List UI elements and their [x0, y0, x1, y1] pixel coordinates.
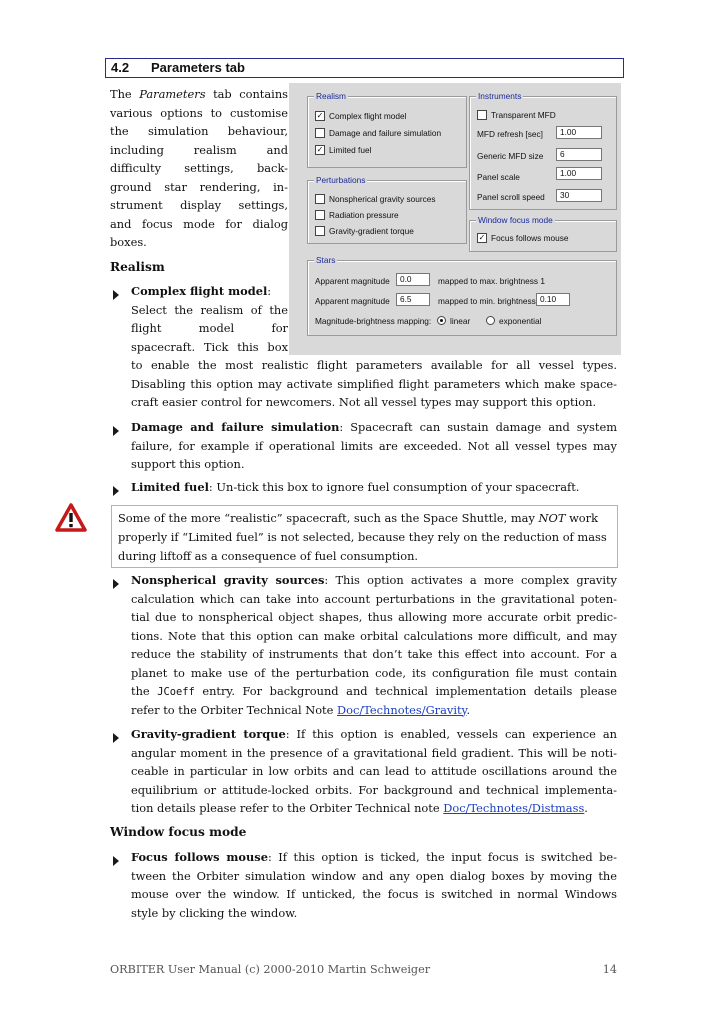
paragraph-line: Select the realism of the: [131, 302, 288, 317]
mapping-label: Magnitude-brightness mapping:: [315, 316, 432, 326]
nonspherical-gravity-label: Nonspherical gravity sources: [329, 194, 436, 204]
intro-line: various options to customise: [110, 105, 288, 120]
paragraph-line: failure, for example if operational limits are exceeded. Not all vessel types may: [131, 438, 617, 453]
perturbations-group-title: Perturbations: [316, 175, 366, 185]
distmass-technote-link[interactable]: Doc/Technotes/Distmass: [443, 801, 585, 815]
bullet-arrow-icon: [113, 486, 119, 496]
gravity-gradient-paragraph: Gravity-gradient torque: If this option is enabled, vessels can experience an angular moment in the presence of a gravitational field gradient. This will be noti- ceable in particular in low orbits and can lead to attitude oscillations around the equilibrium or attitude-locked orbits. For background and technical implementa- tion details please refer to the Orbiter Technical note Doc/Technotes/Distmass.: [131, 727, 617, 815]
bullet-arrow-icon: [113, 290, 119, 300]
damage-term: Damage and failure simulation: [131, 420, 340, 434]
instruments-group-title: Instruments: [478, 91, 522, 101]
footer-title: ORBITER User Manual (c) 2000-2010 Martin Schweiger: [110, 963, 431, 976]
gravity-gradient-term: Gravity-gradient torque: [131, 727, 286, 741]
intro-line: and focus mode for dialog: [110, 216, 288, 231]
nonspherical-paragraph: Nonspherical gravity sources: This option activates a more complex gravity calculation which can take into account perturbations in the gravitational poten- tial due to nonspherical object shapes, thus allowing more accurate orbit predic- tions. Note that this option can make orbital calculations more difficult, and may reduce the stability of instruments that don’t take this effect into account. For a planet to make use of the perturbation code, its configuration file must contain the JCoeff entry. For background and technical implementation details please refer to the Orbiter Technical Note Doc/Technotes/Gravity.: [131, 573, 617, 717]
paragraph-line: tial due to nonspherical object shapes, thus allowing more accurate orbit predic-: [131, 610, 617, 624]
mfd-refresh-label: MFD refresh [sec]: [477, 129, 543, 139]
gravity-technote-link[interactable]: Doc/Technotes/Gravity: [337, 702, 467, 717]
paragraph-line: style by clicking the window.: [131, 905, 298, 920]
realism-group: [307, 91, 467, 168]
focus-heading: Window focus mode: [110, 825, 247, 839]
complex-flight-model-term: Complex flight model: [131, 284, 268, 298]
stars-group-title: Stars: [316, 255, 336, 265]
panel-scale-input[interactable]: 1.00: [556, 167, 602, 180]
page-number: 14: [602, 963, 617, 976]
warning-icon: [55, 503, 87, 533]
apparent-magnitude-max-input[interactable]: 0.0: [396, 273, 430, 286]
transparent-mfd-checkbox[interactable]: [477, 110, 487, 120]
intro-line: strument display settings,: [110, 198, 288, 212]
generic-mfd-size-input[interactable]: 6: [556, 148, 602, 161]
panel-scroll-speed-label: Panel scroll speed: [477, 192, 545, 202]
focus-follows-mouse-paragraph: Focus follows mouse: If this option is ticked, the input focus is switched be- tween the Orbiter simulation window and any open dialog boxes by moving the mouse over the window. If unticked, the focus is switched in normal Windows style by clicking the window.: [131, 848, 617, 922]
apparent-magnitude-min-label: Apparent magnitude: [315, 296, 390, 306]
focus-follows-mouse-term: Focus follows mouse: [131, 850, 268, 864]
limited-fuel-checkbox[interactable]: ✓: [316, 145, 324, 154]
intro-line: difficulty settings, back-: [110, 161, 288, 175]
paragraph-line: mouse over the window. If unticked, the focus is switched in normal Windows: [131, 887, 617, 901]
mapped-min-label: mapped to min. brightness: [438, 296, 536, 306]
warning-note: Some of the more “realistic” spacecraft, such as the Space Shuttle, may NOT work properly if “Limited fuel” is not selected, because they rely on the reduction of mass during liftoff as a consequence of fuel consumption.: [111, 505, 618, 568]
intro-line: including realism and: [110, 142, 288, 157]
bullet-arrow-icon: [113, 733, 119, 743]
generic-mfd-size-label: Generic MFD size: [477, 151, 544, 161]
intro-line: The Parameters tab contains: [110, 87, 288, 101]
paragraph-line: ceable in particular in low orbits and can lead to attitude oscillations around the: [131, 764, 617, 778]
radiation-pressure-label: Radiation pressure: [329, 210, 399, 220]
paragraph-line: Disabling this option may activate simplified flight parameters which make space-: [131, 376, 617, 391]
paragraph-line: equilibrium or attitude-locked orbits. For background and technical implementa-: [131, 782, 617, 797]
gravity-gradient-checkbox[interactable]: [315, 226, 325, 236]
limited-fuel-term: Limited fuel: [131, 480, 209, 494]
damage-paragraph: Damage and failure simulation: Spacecraft can sustain damage and system failure, for example if operational limits are exceeded. Not all vessel types may support this option.: [131, 418, 617, 474]
mapped-max-label: mapped to max. brightness 1: [438, 276, 545, 286]
paragraph-line: angular moment in the presence of a gravitational field gradient. This will be noti-: [131, 745, 617, 760]
paragraph-line: tions. Note that this option can make orbital calculations more difficult, and may: [131, 628, 617, 643]
apparent-magnitude-min-input[interactable]: 6.5: [396, 293, 430, 306]
exponential-label: exponential: [499, 316, 542, 326]
bullet-arrow-icon: [113, 426, 119, 436]
complex-flight-model-label: Complex flight model: [329, 111, 407, 121]
apparent-magnitude-max-label: Apparent magnitude: [315, 276, 390, 286]
focus-group-title: Window focus mode: [478, 215, 553, 225]
damage-simulation-label: Damage and failure simulation: [329, 128, 442, 138]
mfd-refresh-input[interactable]: 1.00: [556, 126, 602, 139]
paragraph-line: flight model for: [131, 321, 288, 335]
intro-line: the simulation behaviour,: [110, 124, 288, 138]
realism-group-title: Realism: [316, 91, 346, 101]
focus-follows-mouse-checkbox[interactable]: ✓: [478, 233, 486, 242]
bullet-arrow-icon: [113, 856, 119, 866]
nonspherical-term: Nonspherical gravity sources: [131, 573, 325, 587]
paragraph-line: reduce the stability of instruments that don’t take this effect into account. For a: [131, 647, 617, 661]
paragraph-line: tween the Orbiter simulation window and any open dialog boxes by moving the: [131, 868, 617, 883]
limited-fuel-label: Limited fuel: [329, 145, 372, 155]
paragraph-line: support this option.: [131, 457, 245, 471]
panel-scale-label: Panel scale: [477, 172, 520, 182]
intro-line: boxes.: [110, 235, 147, 249]
paragraph-line: to enable the most realistic flight parameters available for all vessel types.: [131, 358, 617, 372]
paragraph-line: calculation which can take into account perturbations in the gravitational poten-: [131, 591, 617, 606]
jcoeff-code: JCoeff: [157, 686, 195, 698]
linear-label: linear: [450, 316, 471, 326]
warning-line: properly if “Limited fuel” is not selected, because they rely on the reduction of mass: [118, 530, 607, 544]
gravity-gradient-label: Gravity-gradient torque: [329, 226, 414, 236]
intro-paragraph: [110, 85, 288, 252]
min-brightness-input[interactable]: 0.10: [536, 293, 570, 306]
radiation-pressure-checkbox[interactable]: [315, 210, 325, 220]
page-footer: [110, 963, 617, 976]
panel-scroll-speed-input[interactable]: 30: [556, 189, 602, 202]
complex-flight-model-checkbox[interactable]: ✓: [316, 111, 324, 120]
paragraph-line: planet to make use of the perturbation code, its configuration file must contain: [131, 665, 617, 680]
section-title: Parameters tab: [151, 60, 245, 75]
complex-flight-model-paragraph: Complex flight model: Select the realism of the flight model for spacecraft. Tick this box to enable the most realistic flight parameters available for all vessel types. Disabling this option may activate simplified flight parameters which make space- craft easier control for newcomers. Not all vessel types may support this option.: [131, 282, 617, 412]
damage-simulation-checkbox[interactable]: [315, 128, 325, 138]
nonspherical-gravity-checkbox[interactable]: [315, 194, 325, 204]
limited-fuel-paragraph: Limited fuel: Un-tick this box to ignore fuel consumption of your spacecraft.: [131, 480, 580, 494]
intro-line: ground star rendering, in-: [110, 179, 288, 194]
warning-line: during liftoff as a consequence of fuel consumption.: [118, 549, 419, 563]
focus-follows-mouse-label: Focus follows mouse: [491, 233, 569, 243]
paragraph-line: craft easier control for newcomers. Not all vessel types may support this option.: [131, 395, 597, 409]
perturbations-group: [307, 175, 467, 244]
paragraph-line: spacecraft. Tick this box: [131, 339, 288, 354]
realism-heading: Realism: [110, 260, 165, 274]
bullet-arrow-icon: [113, 579, 119, 589]
instruments-group: [469, 91, 617, 210]
section-header: [105, 58, 624, 78]
transparent-mfd-label: Transparent MFD: [491, 110, 556, 120]
section-number: 4.2: [111, 60, 130, 75]
focus-group: [469, 215, 617, 252]
